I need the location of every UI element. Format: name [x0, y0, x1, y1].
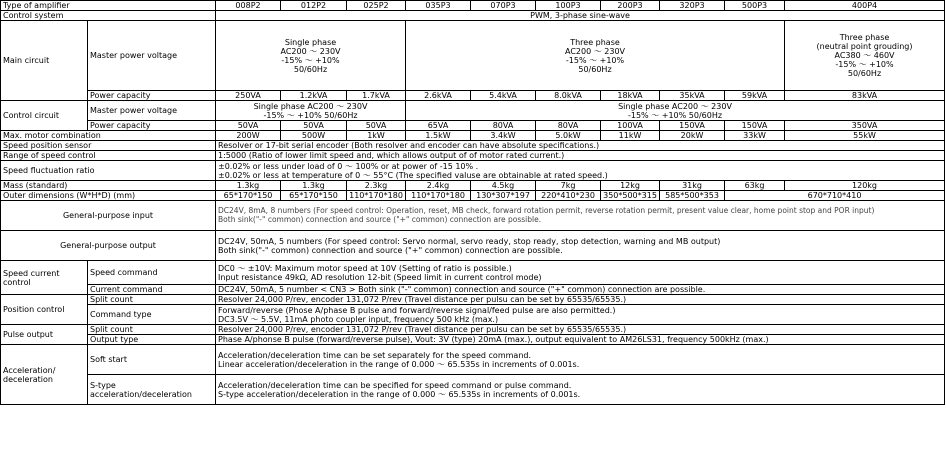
speed-fluct-label: Speed fluctuation ratio: [1, 161, 216, 181]
max-motor-cell: 20kW: [660, 131, 725, 141]
speed-fluct-row: [1, 161, 945, 181]
model-008P2: 008P2: [216, 1, 281, 11]
command-type-row: [1, 305, 945, 325]
speed-sensor-label: Speed position sensor: [1, 141, 216, 151]
gp-input-line-2: Both sink("-" common) connection and source ("+" common) connection are possible.: [218, 214, 542, 224]
control-system-value: PWM, 3-phase sine-wave: [216, 11, 945, 21]
max-motor-cell: 1kW: [347, 131, 406, 141]
model-035P3: 035P3: [406, 1, 471, 11]
control-master-voltage-label: Master power voltage: [88, 101, 216, 121]
speed-range-label: Range of speed control: [1, 151, 216, 161]
main-capacity-label: Power capacity: [88, 91, 216, 101]
control-capacity-cell: 50VA: [216, 121, 281, 131]
gp-output-line-1: DC24V, 50mA, 5 numbers (For speed control: Servo normal, servo ready, stop ready, stop detection, warning and MB output): [218, 236, 721, 246]
command-type-value: [216, 305, 945, 325]
pulse-output-label: Pulse output: [1, 325, 88, 345]
speed-fluct-value: [216, 161, 945, 181]
outer-dimensions-cell: 110*170*180: [406, 191, 471, 201]
current-command-label: Current command: [88, 285, 216, 295]
outer-dimensions-cell: 130*307*197: [471, 191, 536, 201]
command-type-line-1: Forward/reverse (Phose A/phase B pulse and forward/reverse signal/feed pulse are also permitted.): [218, 305, 616, 315]
control-system-label: Control system: [1, 11, 216, 21]
control-capacity-label: Power capacity: [88, 121, 216, 131]
control-capacity-row: [1, 121, 945, 131]
max-motor-cell: 5.0kW: [536, 131, 601, 141]
speed-command-value: [216, 261, 945, 285]
main-three-line-3: -15% ～ +10%: [565, 55, 625, 65]
mass-cell: 2.3kg: [347, 181, 406, 191]
soft-start-row: [1, 345, 945, 375]
control-left-line-1: Single phase AC200 ～ 230V: [253, 101, 368, 111]
gp-output-label: General-purpose output: [1, 231, 216, 261]
s-type-line-1: Acceleration/deceleration time can be specified for speed command or pulse command.: [218, 380, 572, 390]
max-motor-cell: 500W: [281, 131, 347, 141]
control-capacity-cell: 50VA: [281, 121, 347, 131]
outer-dimensions-cell: 670*710*410: [725, 191, 945, 201]
control-single-right-cell: [406, 101, 945, 121]
gp-input-label: General-purpose input: [1, 201, 216, 231]
max-motor-cell: 33kW: [725, 131, 785, 141]
control-capacity-cell: 50VA: [347, 121, 406, 131]
speed-command-row: [1, 261, 945, 285]
speed-fluct-line-1: ±0.02% or less under load of 0 ～ 100% or at power of -15 10% .: [218, 161, 479, 171]
s-type-label: S-type acceleration/deceleration: [88, 375, 216, 405]
control-capacity-cell: 100VA: [601, 121, 660, 131]
pulse-split-label: Split count: [88, 325, 216, 335]
main-capacity-cell: 8.0kVA: [536, 91, 601, 101]
gp-output-line-2: Both sink("-" common) connection and source ("+" common) connection are possible.: [218, 245, 563, 255]
mass-label: Mass (standard): [1, 181, 216, 191]
speed-sensor-value: Resolver or 17-bit serial encoder (Both resolver and encoder can have absolute specifications.): [216, 141, 945, 151]
control-right-line-2: -15% ～ +10% 50/60Hz: [627, 110, 723, 120]
speed-range-value: 1:5000 (Ratio of lower limit speed and, which allows output of of motor rated current.): [216, 151, 945, 161]
outer-dimensions-cell: 585*500*353: [660, 191, 725, 201]
main-np-line-5: 50/60Hz: [847, 69, 882, 78]
mass-cell: 4.5kg: [471, 181, 536, 191]
speed-command-line-2: Input resistance 49kΩ, AD resolution 12-bit (Speed limit in current control mode): [218, 272, 542, 282]
main-circuit-label: Main circuit: [1, 21, 88, 101]
model-100P3: 100P3: [536, 1, 601, 11]
outer-dimensions-row: [1, 191, 945, 201]
gp-input-row: [1, 201, 945, 231]
s-type-line-2: S-type acceleration/deceleration in the range of 0.000 ～ 65.535s in increments of 0.001s.: [218, 389, 581, 399]
main-single-line-3: -15% ～ +10%: [281, 55, 340, 65]
header-row: [1, 1, 945, 11]
speed-current-control-label: Speed current control: [1, 261, 88, 295]
type-of-amplifier-label: Type of amplifier: [1, 1, 216, 11]
main-capacity-cell: 35kVA: [660, 91, 725, 101]
main-capacity-cell: 1.7kVA: [347, 91, 406, 101]
speed-command-line-1: DC0 ～ ±10V: Maximum motor speed at 10V (Setting of ratio is possible.): [218, 263, 512, 273]
position-split-row: [1, 295, 945, 305]
speed-fluct-line-2: ±0.02% or less at temperature of 0 ～ 55°C (The specified valuse are obtainable at rated speed.): [218, 170, 608, 180]
model-025P2: 025P2: [347, 1, 406, 11]
main-np-line-2: (neutral point grouding): [816, 42, 913, 51]
position-split-value: Resolver 24,000 P/rev, encoder 131,072 P/rev (Travel distance per pulsu can be set by 65535/65535.): [216, 295, 945, 305]
gp-output-row: [1, 231, 945, 261]
control-single-left-cell: [216, 101, 406, 121]
control-circuit-label: Control circuit: [1, 101, 88, 131]
max-motor-cell: 55kW: [785, 131, 945, 141]
control-capacity-cell: 80VA: [471, 121, 536, 131]
control-circuit-voltage-row: [1, 101, 945, 121]
gp-input-value: [216, 201, 945, 231]
outer-dimensions-cell: 110*170*180: [347, 191, 406, 201]
control-capacity-cell: 65VA: [406, 121, 471, 131]
soft-start-label: Soft start: [88, 345, 216, 375]
main-capacity-cell: 59kVA: [725, 91, 785, 101]
position-split-label: Split count: [88, 295, 216, 305]
soft-start-line-2: Linear acceleration/deceleration in the range of 0.000 ～ 65.535s in increments of 0.001s.: [218, 359, 580, 369]
max-motor-cell: 1.5kW: [406, 131, 471, 141]
output-type-row: [1, 335, 945, 345]
main-np-line-4: -15% ～ +10%: [835, 60, 894, 69]
main-capacity-cell: 5.4kVA: [471, 91, 536, 101]
model-070P3: 070P3: [471, 1, 536, 11]
main-capacity-cell: 2.6kVA: [406, 91, 471, 101]
mass-cell: 1.3kg: [281, 181, 347, 191]
max-motor-label: Max. motor combination: [1, 131, 216, 141]
speed-sensor-row: [1, 141, 945, 151]
max-motor-row: [1, 131, 945, 141]
mass-row: [1, 181, 945, 191]
main-three-line-1: Three phase: [570, 37, 620, 47]
mass-cell: 1.3kg: [216, 181, 281, 191]
control-capacity-cell: 150VA: [660, 121, 725, 131]
mass-cell: 63kg: [725, 181, 785, 191]
max-motor-cell: 200W: [216, 131, 281, 141]
main-capacity-cell: 250VA: [216, 91, 281, 101]
main-np-line-3: AC380 ～ 460V: [834, 51, 895, 60]
main-three-phase-cell: [406, 21, 785, 91]
mass-cell: 120kg: [785, 181, 945, 191]
model-200P3: 200P3: [601, 1, 660, 11]
main-capacity-cell: 1.2kVA: [281, 91, 347, 101]
current-command-row: [1, 285, 945, 295]
model-400P4: 400P4: [785, 1, 945, 11]
control-capacity-cell: 80VA: [536, 121, 601, 131]
outer-dimensions-cell: 65*170*150: [216, 191, 281, 201]
main-np-line-1: Three phase: [839, 33, 890, 42]
main-three-phase-np-cell: [785, 21, 945, 91]
outer-dimensions-cell: 350*500*315: [601, 191, 660, 201]
max-motor-cell: 3.4kW: [471, 131, 536, 141]
main-circuit-voltage-row: [1, 21, 945, 91]
output-type-value: Phase A/phonse B pulse (forward/reverse pulse), Vout: 3V (type) 20mA (max.), output equivalent to AM26LS31, frequency 500kHz (max.): [216, 335, 945, 345]
main-single-line-2: AC200 ～ 230V: [280, 46, 341, 56]
mass-cell: 2.4kg: [406, 181, 471, 191]
speed-range-row: [1, 151, 945, 161]
output-type-label: Output type: [88, 335, 216, 345]
outer-dimensions-label: Outer dimensions (W*H*D) (mm): [1, 191, 216, 201]
accel-decel-label: Acceleration/ deceleration: [1, 345, 88, 405]
model-500P3: 500P3: [725, 1, 785, 11]
model-320P3: 320P3: [660, 1, 725, 11]
main-single-line-1: Single phase: [284, 37, 337, 47]
soft-start-line-1: Acceleration/deceleration time can be set separately for the speed command.: [218, 350, 532, 360]
main-capacity-row: [1, 91, 945, 101]
outer-dimensions-cell: 65*170*150: [281, 191, 347, 201]
mass-cell: 31kg: [660, 181, 725, 191]
main-three-line-2: AC200 ～ 230V: [565, 46, 626, 56]
control-capacity-cell: 150VA: [725, 121, 785, 131]
s-type-value: [216, 375, 945, 405]
pulse-split-row: [1, 325, 945, 335]
main-capacity-cell: 83kVA: [785, 91, 945, 101]
model-012P2: 012P2: [281, 1, 347, 11]
main-single-line-4: 50/60Hz: [293, 64, 328, 74]
main-single-phase-cell: [216, 21, 406, 91]
max-motor-cell: 11kW: [601, 131, 660, 141]
control-capacity-cell: 350VA: [785, 121, 945, 131]
position-control-label: Position control: [1, 295, 88, 325]
mass-cell: 7kg: [536, 181, 601, 191]
soft-start-value: [216, 345, 945, 375]
pulse-split-value: Resolver 24,000 P/rev, encoder 131,072 P/rev (Travel distance per pulsu can be set by 65535/65535.): [216, 325, 945, 335]
control-right-line-1: Single phase AC200 ～ 230V: [618, 101, 732, 111]
control-system-row: [1, 11, 945, 21]
command-type-label: Command type: [88, 305, 216, 325]
gp-output-value: [216, 231, 945, 261]
control-left-line-2: -15% ～ +10% 50/60Hz: [263, 110, 358, 120]
mass-cell: 12kg: [601, 181, 660, 191]
main-capacity-cell: 18kVA: [601, 91, 660, 101]
outer-dimensions-cell: 220*410*230: [536, 191, 601, 201]
s-type-row: [1, 375, 945, 405]
main-master-voltage-label: Master power voltage: [88, 21, 216, 91]
main-three-line-4: 50/60Hz: [578, 64, 612, 74]
current-command-value: DC24V, 50mA, 5 number < CN3 > Both sink ("-" common) connection and source ("+" common) connection are possible.: [216, 285, 945, 295]
gp-input-line-1: DC24V, 8mA, 8 numbers (For speed control: Operation, reset, MB check, forward rotation permit, reverse rotation permit, present value clear, home point stop and POR input): [218, 206, 875, 215]
speed-command-label: Speed command: [88, 261, 216, 285]
command-type-line-2: DC3.5V ～ 5.5V, 11mA photo coupler input, frequency 500 kHz (max.): [218, 314, 499, 324]
